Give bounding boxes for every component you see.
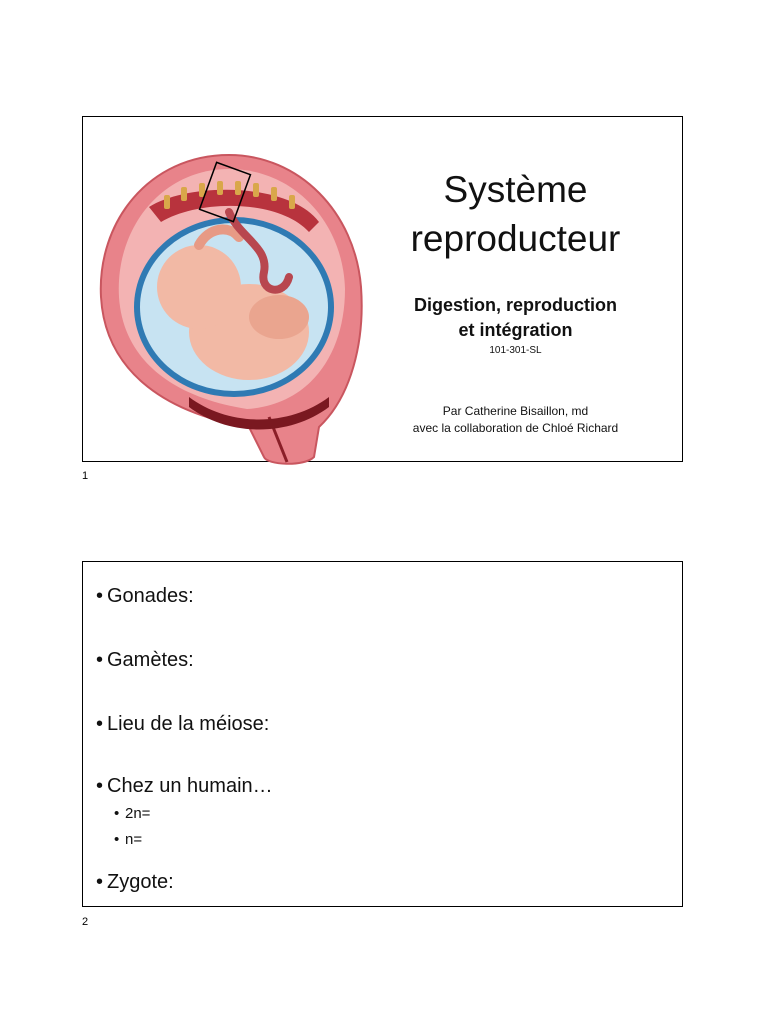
slide-2 (82, 561, 683, 907)
course-code: 101-301-SL (489, 345, 542, 356)
title-line-1: Système (443, 169, 588, 210)
author-line-2: avec la collaboration de Chloé Richard (412, 421, 619, 435)
author-line-1: Par Catherine Bisaillon, md (442, 404, 589, 418)
slide-1 (82, 116, 683, 462)
bullet-label: Gonades: (107, 585, 194, 607)
bullet-label: Gamètes: (107, 649, 194, 671)
sub-bullet-item: • 2n= (114, 805, 151, 822)
bullet-label: Chez un humain… (107, 775, 273, 797)
bullet-item: • Lieu de la méiose: (96, 713, 270, 735)
bullet-label: Zygote: (107, 871, 174, 893)
sub-bullet-label: n= (125, 831, 143, 848)
title-line-2: reproducteur (410, 218, 621, 259)
slide-number-2: 2 (82, 916, 89, 928)
sub-bullet-label: 2n= (125, 805, 151, 822)
bullet-item: • Chez un humain… (96, 775, 273, 797)
slide-title (383, 165, 648, 263)
slide-number-1: 1 (82, 470, 89, 482)
bullet-item: • Gonades: (96, 585, 194, 607)
subtitle-line-1: Digestion, reproduction (413, 295, 617, 315)
bullet-item: • Zygote: (96, 871, 174, 893)
subtitle-line-2: et intégration (458, 320, 573, 340)
fetus-in-uterus-illustration (89, 127, 369, 467)
bullet-label: Lieu de la méiose: (107, 713, 270, 735)
slide-subtitle (383, 293, 648, 343)
bullet-item: • Gamètes: (96, 649, 194, 671)
author-credits (383, 403, 648, 437)
sub-bullet-item: • n= (114, 831, 143, 848)
